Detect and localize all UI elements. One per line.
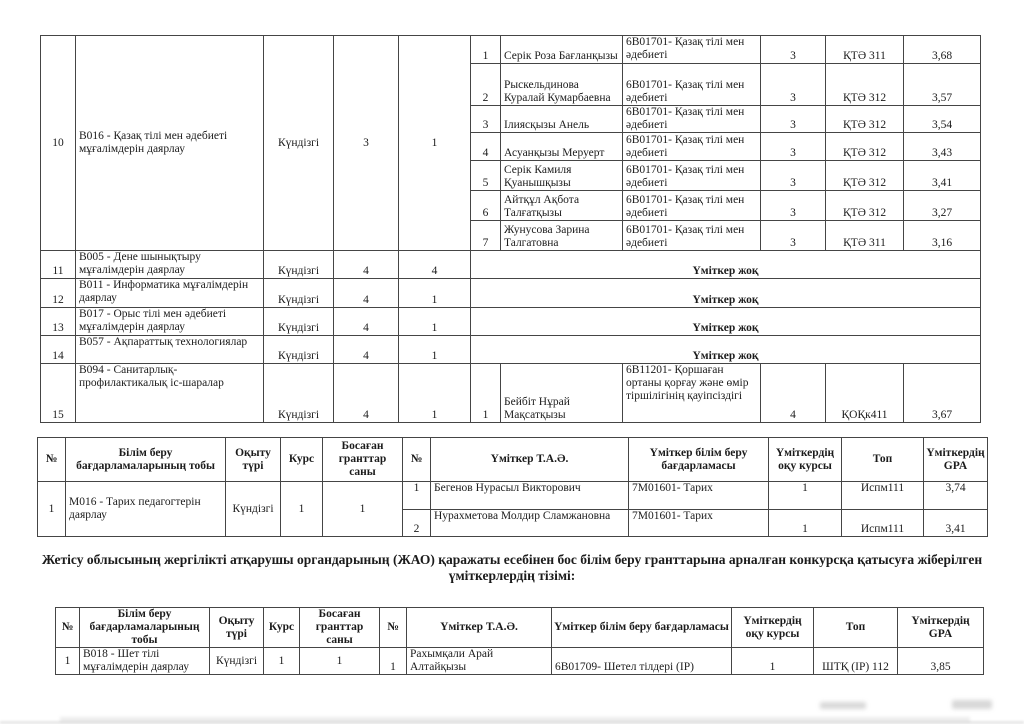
candidate-num-cell: 3 xyxy=(471,106,501,133)
candidate-gpa-cell: 3,41 xyxy=(924,510,988,537)
row-num-cell: 1 xyxy=(56,648,80,675)
candidate-gpa-cell: 3,16 xyxy=(904,221,981,251)
no-candidate-cell: Үміткер жоқ xyxy=(471,336,981,364)
candidate-group-cell: ҚТӘ 312 xyxy=(826,133,904,161)
scan-artifact xyxy=(952,700,992,709)
candidate-program-cell: 7М01601- Тарих xyxy=(629,510,769,537)
candidate-name-cell: Рыскельдинова Куралай Кумарбаевна xyxy=(501,64,623,106)
col-gpa: Үміткердің GPA xyxy=(898,608,984,648)
no-candidate-cell: Үміткер жоқ xyxy=(471,251,981,279)
study-form-cell: Күндізгі xyxy=(264,308,334,336)
candidate-group-cell: ҚОҚк411 xyxy=(826,364,904,423)
candidate-program-cell: 6В01709- Шетел тілдері (IP) xyxy=(552,648,732,675)
row-num-cell: 13 xyxy=(41,308,76,336)
grants-count-cell: 1 xyxy=(300,648,380,675)
candidate-name-cell: Жунусова Зарина Талгатовна xyxy=(501,221,623,251)
row-num-cell: 12 xyxy=(41,279,76,308)
candidate-program-cell: 6В01701- Қазақ тілі мен әдебиеті xyxy=(623,221,761,251)
candidate-num-cell: 1 xyxy=(471,364,501,423)
grants-candidates-table-magistracy xyxy=(37,437,988,537)
candidate-gpa-cell: 3,57 xyxy=(904,64,981,106)
no-candidate-cell: Үміткер жоқ xyxy=(471,279,981,308)
study-form-cell: Күндізгі xyxy=(264,364,334,423)
candidate-name-cell: Серік Камиля Қуанышқызы xyxy=(501,161,623,191)
candidate-group-cell: ҚТӘ 312 xyxy=(826,64,904,106)
row-num-cell: 10 xyxy=(41,36,76,251)
grants-candidates-table-zhao xyxy=(55,607,984,675)
study-form-cell: Күндізгі xyxy=(210,648,264,675)
candidate-num-cell: 6 xyxy=(471,191,501,221)
table-row xyxy=(41,251,981,279)
page-heading: Жетісу облысының жергілікті атқарушы органдарының (ЖАО) қаражаты есебінен бос білім беру гранттарына арналған конкурсқа қатысуға жіберілген үміткерлердің тізімі: xyxy=(41,552,983,583)
scan-artifact xyxy=(820,702,866,709)
col-program-group: Білім беру бағдарламаларының тобы xyxy=(80,608,210,648)
candidate-program-cell: 6В01701- Қазақ тілі мен әдебиеті xyxy=(623,36,761,64)
candidate-num-cell: 4 xyxy=(471,133,501,161)
candidate-group-cell: ҚТӘ 311 xyxy=(826,221,904,251)
candidate-gpa-cell: 3,54 xyxy=(904,106,981,133)
candidate-num-cell: 5 xyxy=(471,161,501,191)
candidate-group-cell: ҚТӘ 312 xyxy=(826,106,904,133)
candidate-program-cell: 6В01701- Қазақ тілі мен әдебиеті xyxy=(623,64,761,106)
candidate-gpa-cell: 3,41 xyxy=(904,161,981,191)
program-group-cell: М016 - Тарих педагогтерін даярлау xyxy=(66,482,226,537)
course-cell: 4 xyxy=(334,308,399,336)
no-candidate-cell: Үміткер жоқ xyxy=(471,308,981,336)
program-group-cell: В094 - Санитарлық-профилактикалық іс-шаралар xyxy=(76,364,264,423)
candidate-num-cell: 1 xyxy=(403,482,431,510)
candidate-name-cell: Бейбіт Нұрай Мақсатқызы xyxy=(501,364,623,423)
row-num-cell: 14 xyxy=(41,336,76,364)
program-group-cell: В017 - Орыс тілі мен әдебиеті мұғалімдерін даярлау xyxy=(76,308,264,336)
candidate-course-cell: 3 xyxy=(761,221,826,251)
candidate-group-cell: ҚТӘ 311 xyxy=(826,36,904,64)
candidate-course-cell: 1 xyxy=(769,510,842,537)
col-num: № xyxy=(56,608,80,648)
table-row xyxy=(56,648,984,675)
col-group: Топ xyxy=(814,608,898,648)
grants-count-cell: 4 xyxy=(399,251,471,279)
program-group-cell: В057 - Ақпараттық технологиялар xyxy=(76,336,264,364)
course-cell: 3 xyxy=(334,36,399,251)
grants-count-cell: 1 xyxy=(399,308,471,336)
candidate-gpa-cell: 3,68 xyxy=(904,36,981,64)
candidate-course-cell: 3 xyxy=(761,106,826,133)
course-cell: 4 xyxy=(334,279,399,308)
col-candidate-program: Үміткер білім беру бағдарламасы xyxy=(552,608,732,648)
candidate-gpa-cell: 3,74 xyxy=(924,482,988,510)
candidate-course-cell: 3 xyxy=(761,36,826,64)
candidate-group-cell: ШТҚ (IP) 112 xyxy=(814,648,898,675)
col-study-form: Оқыту түрі xyxy=(226,438,281,482)
table-row xyxy=(41,364,981,423)
candidate-num-cell: 1 xyxy=(380,648,407,675)
candidate-course-cell: 1 xyxy=(769,482,842,510)
row-num-cell: 11 xyxy=(41,251,76,279)
program-group-cell: В005 - Дене шынықтыру мұғалімдерін даярлау xyxy=(76,251,264,279)
col-gpa: Үміткердің GPA xyxy=(924,438,988,482)
grants-candidates-table-continuation xyxy=(40,35,981,423)
grants-count-cell: 1 xyxy=(323,482,403,537)
table-row xyxy=(38,482,988,510)
study-form-cell: Күндізгі xyxy=(264,251,334,279)
candidate-gpa-cell: 3,67 xyxy=(904,364,981,423)
grants-count-cell: 1 xyxy=(399,364,471,423)
study-form-cell: Күндізгі xyxy=(264,336,334,364)
candidate-group-cell: Испм111 xyxy=(842,482,924,510)
table-row xyxy=(41,36,981,64)
study-form-cell: Күндізгі xyxy=(264,36,334,251)
program-group-cell: В011 - Информатика мұғалімдерін даярлау xyxy=(76,279,264,308)
col-candidate-num: № xyxy=(380,608,407,648)
col-course: Курс xyxy=(281,438,323,482)
col-candidate-name: Үміткер Т.А.Ә. xyxy=(407,608,552,648)
candidate-program-cell: 6В01701- Қазақ тілі мен әдебиеті xyxy=(623,161,761,191)
candidate-program-cell: 6В01701- Қазақ тілі мен әдебиеті xyxy=(623,191,761,221)
candidate-num-cell: 1 xyxy=(471,36,501,64)
candidate-program-cell: 6В01701- Қазақ тілі мен әдебиеті xyxy=(623,106,761,133)
candidate-program-cell: 6В01701- Қазақ тілі мен әдебиеті xyxy=(623,133,761,161)
candidate-gpa-cell: 3,43 xyxy=(904,133,981,161)
course-cell: 1 xyxy=(281,482,323,537)
grants-count-cell: 1 xyxy=(399,36,471,251)
table-header-row xyxy=(56,608,984,648)
col-candidate-name: Үміткер Т.А.Ә. xyxy=(431,438,629,482)
col-candidate-program: Үміткер білім беру бағдарламасы xyxy=(629,438,769,482)
candidate-course-cell: 3 xyxy=(761,161,826,191)
candidate-num-cell: 7 xyxy=(471,221,501,251)
candidate-name-cell: Нурахметова Молдир Сламжановна xyxy=(431,510,629,537)
col-study-form: Оқыту түрі xyxy=(210,608,264,648)
table-row xyxy=(41,279,981,308)
candidate-name-cell: Рахымқали Арай Алтайқызы xyxy=(407,648,552,675)
course-cell: 4 xyxy=(334,364,399,423)
candidate-course-cell: 3 xyxy=(761,191,826,221)
candidate-gpa-cell: 3,85 xyxy=(898,648,984,675)
col-candidate-num: № xyxy=(403,438,431,482)
study-form-cell: Күндізгі xyxy=(264,279,334,308)
candidate-name-cell: Асуанқызы Меруерт xyxy=(501,133,623,161)
candidate-course-cell: 3 xyxy=(761,133,826,161)
candidate-course-cell: 1 xyxy=(732,648,814,675)
col-group: Топ xyxy=(842,438,924,482)
candidate-num-cell: 2 xyxy=(403,510,431,537)
candidate-group-cell: Испм111 xyxy=(842,510,924,537)
col-candidate-course: Үміткердің оқу курсы xyxy=(769,438,842,482)
table-row xyxy=(41,336,981,364)
program-group-cell: В018 - Шет тілі мұғалімдерін даярлау xyxy=(80,648,210,675)
col-course: Курс xyxy=(264,608,300,648)
study-form-cell: Күндізгі xyxy=(226,482,281,537)
row-num-cell: 1 xyxy=(38,482,66,537)
candidate-gpa-cell: 3,27 xyxy=(904,191,981,221)
candidate-name-cell: Айтқұл Ақбота Талғатқызы xyxy=(501,191,623,221)
candidate-name-cell: Ілиясқызы Анель xyxy=(501,106,623,133)
col-num: № xyxy=(38,438,66,482)
candidate-num-cell: 2 xyxy=(471,64,501,106)
col-grants: Босаған гранттар саны xyxy=(323,438,403,482)
candidate-group-cell: ҚТӘ 312 xyxy=(826,191,904,221)
col-program-group: Білім беру бағдарламаларының тобы xyxy=(66,438,226,482)
table-row xyxy=(41,308,981,336)
candidate-program-cell: 6В11201- Қоршаған ортаны қорғау және өмір тіршілігінің қауіпсіздігі xyxy=(623,364,761,423)
course-cell: 1 xyxy=(264,648,300,675)
candidate-course-cell: 3 xyxy=(761,64,826,106)
row-num-cell: 15 xyxy=(41,364,76,423)
table-header-row xyxy=(38,438,988,482)
course-cell: 4 xyxy=(334,336,399,364)
candidate-name-cell: Бегенов Нурасыл Викторович xyxy=(431,482,629,510)
candidate-name-cell: Серік Роза Бағланқызы xyxy=(501,36,623,64)
col-grants: Босаған гранттар саны xyxy=(300,608,380,648)
program-group-cell: В016 - Қазақ тілі мен әдебиеті мұғалімдерін даярлау xyxy=(76,36,264,251)
grants-count-cell: 1 xyxy=(399,279,471,308)
col-candidate-course: Үміткердің оқу курсы xyxy=(732,608,814,648)
candidate-course-cell: 4 xyxy=(761,364,826,423)
course-cell: 4 xyxy=(334,251,399,279)
candidate-program-cell: 7М01601- Тарих xyxy=(629,482,769,510)
candidate-group-cell: ҚТӘ 312 xyxy=(826,161,904,191)
grants-count-cell: 1 xyxy=(399,336,471,364)
